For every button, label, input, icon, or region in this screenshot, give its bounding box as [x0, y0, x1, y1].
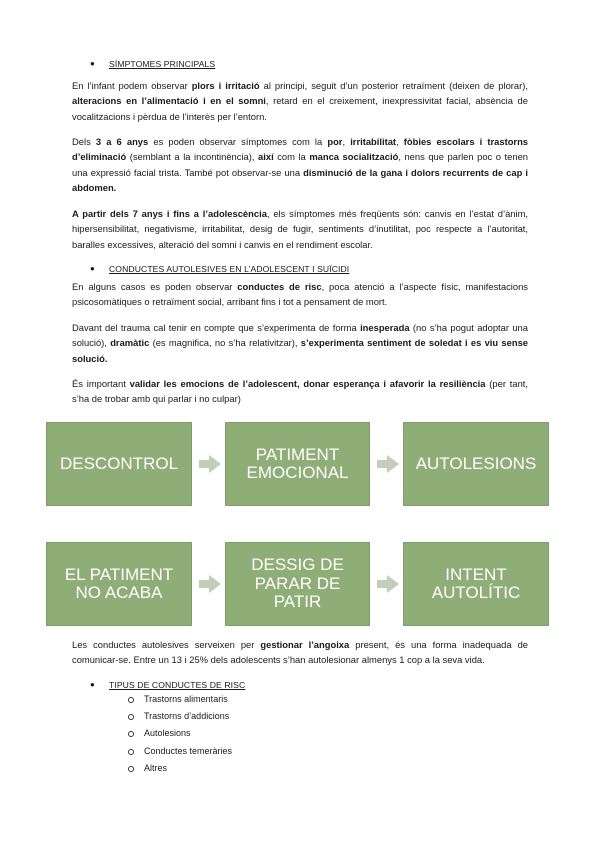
flow-box-patiment-no-acaba [46, 542, 192, 626]
risk-types-list [128, 691, 232, 777]
arrow-right-icon [209, 455, 221, 473]
list-item: Altres [128, 760, 232, 777]
flow-box-text: AUTOLÍTIC [431, 583, 521, 602]
flow-box-text: EL PATIMENT [64, 564, 174, 584]
list-item: Conductes temeràries [128, 743, 232, 760]
flow-box-descontrol [46, 422, 192, 506]
heading-symptoms-text: SÍMPTOMES PRINCIPALS [109, 59, 216, 69]
bullet-icon: ● [90, 59, 95, 68]
flow-box-text: NO ACABA [75, 583, 163, 602]
flow-box-autolesions [403, 422, 549, 506]
heading-risk-types-text: TIPUS DE CONDUCTES DE RISC [109, 680, 246, 690]
arrow-right-icon [387, 455, 399, 473]
circle-bullet-icon [128, 766, 134, 772]
flow-box-text: DESSIG DE [251, 555, 344, 575]
flow-box-dessig-parar [225, 542, 370, 626]
arrow-right-icon [209, 575, 221, 593]
paragraph-trauma: Davant del trauma cal tenir en compte que s’experimenta de forma inesperada (no s’ha pogut adoptar una solució), dramàtic (es magnifica, no s’ha relativitzar), s’experimenta sentiment de soledat i es viu sense solució. [72, 322, 529, 364]
flow-box-text: INTENT [445, 564, 507, 584]
flow-box-text: DESCONTROL [59, 453, 179, 473]
heading-risk-types [90, 680, 246, 690]
arrow-right-icon [387, 575, 399, 593]
paragraph-validate: És important validar les emocions de l’adolescent, donar esperança i afavorir la resiliència (per tant, s’ha de trobar amb qui parlar i no culpar) [72, 378, 528, 405]
circle-bullet-icon [128, 749, 134, 755]
circle-bullet-icon [128, 731, 134, 737]
paragraph-infant: En l’infant podem observar plors i irritació al principi, seguit d’un posterior retraïment (deixen de plorar), alteracions en l’alimentació i en el somni, retard en el creixement, inexpressivitat facial, absència de vocalitzacions i pèrdua de l’interès per l’entorn. [72, 80, 528, 122]
heading-self-harm-text: CONDUCTES AUTOLESIVES EN L’ADOLESCENT I SUÏCIDI [109, 264, 350, 274]
paragraph-risk-behaviour: En alguns casos es poden observar conductes de risc, poca atenció a l’aspecte físic, manifestacions psicosomàtiques o retraïment social, arribant fins i tot a pensament de mort. [72, 281, 528, 308]
flow-box-text: PATIMENT [255, 444, 340, 464]
paragraph-7-years: A partir dels 7 anys i fins a l’adolescència, els símptomes més freqüents són: canvis en l’estat d’ànim, hipersensibilitat, negativisme, irritabilitat, desig de fugir, sentiments d’inutilitat, poc respecte a l’autoritat, baralles excessives, alteració del somni i canvis en el rendiment escolar. [72, 208, 528, 250]
list-item: Trastorns d’addicions [128, 708, 232, 725]
paragraph-3-6-years: Dels 3 a 6 anys es poden observar símptomes com la por, irritabilitat, fòbies escolars i trastorns d’eliminació (semblant a la incontinència), així com la manca socialització, nens que parlen poc o tenen una expressió facial trista. També pot observar-se una disminució de la gana i dolors recurrents de cap i abdomen. [72, 136, 529, 193]
heading-symptoms [90, 59, 216, 69]
bullet-icon: ● [90, 680, 95, 689]
flow-box-patiment-emocional [225, 422, 370, 506]
flow-box-text: PATIR [273, 592, 322, 612]
heading-self-harm [90, 264, 350, 274]
list-item: Trastorns alimentaris [128, 691, 232, 708]
bullet-icon: ● [90, 264, 95, 273]
flow-box-text: AUTOLESIONS [415, 453, 537, 473]
paragraph-self-harm-function: Les conductes autolesives serveixen per gestionar l’angoixa present, és una forma inadequada de comunicar-se. Entre un 13 i 25% dels adolescents s’han autolesionar almenys 1 cop a la seva vida. [72, 639, 529, 666]
flow-box-text: PARAR DE [254, 573, 341, 593]
list-item: Autolesions [128, 725, 232, 742]
circle-bullet-icon [128, 697, 134, 703]
circle-bullet-icon [128, 714, 134, 720]
flow-box-text: EMOCIONAL [246, 463, 349, 482]
flow-box-intent-autolitic [403, 542, 549, 626]
